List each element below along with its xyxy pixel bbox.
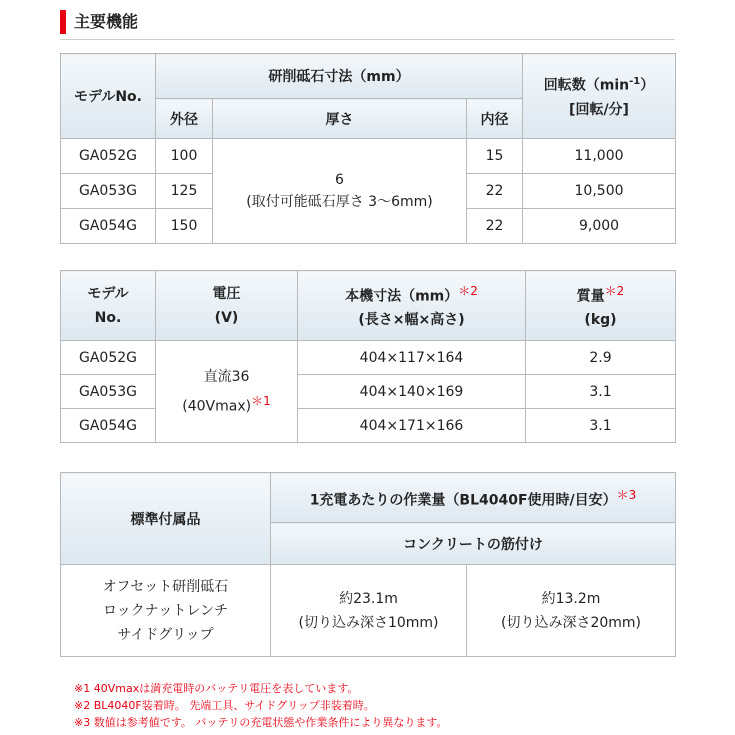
body-spec-table <box>60 270 676 443</box>
rpm-cell: 11,000 <box>523 139 676 174</box>
header-model: モデルNo. <box>61 54 156 139</box>
inner-cell: 22 <box>467 209 523 244</box>
section-header <box>60 6 675 40</box>
model-cell: GA052G <box>61 341 156 375</box>
rpm-cell: 9,000 <box>523 209 676 244</box>
header-accessories: 標準付属品 <box>61 473 271 565</box>
list-item: ロックナットレンチ <box>102 602 229 619</box>
table-row <box>61 341 676 375</box>
header-inner-diameter: 内径 <box>467 99 523 139</box>
work-20mm-cell: 約13.2m (切り込み深さ20mm) <box>467 565 676 657</box>
work-10mm-cell: 約23.1m (切り込み深さ10mm) <box>271 565 467 657</box>
header-thickness: 厚さ <box>213 99 467 139</box>
header-rpm: 回転数$(\min^{-1})$ [回転/分] <box>523 54 676 139</box>
weight-cell: 2.9 <box>526 341 676 375</box>
thickness-cell: 6 (取付可能砥石厚さ 3～6mm) <box>213 139 467 244</box>
dimensions-cell: 404×117×164 <box>298 341 526 375</box>
header-work-per-charge: 1充電あたりの作業量（BL4040F使用時/目安）＊3 <box>271 473 676 523</box>
table-row <box>61 409 676 443</box>
weight-cell: 3.1 <box>526 375 676 409</box>
outer-cell: 100 <box>156 139 213 174</box>
rpm-cell: 10,500 <box>523 174 676 209</box>
footnote-3: ※3 数値は参考値です。 バッテリの充電状態や作業条件により異なります。 <box>74 716 448 729</box>
header-dimensions: 本機寸法（mm）＊2 (長さ×幅×高さ) <box>298 271 526 341</box>
header-outer-diameter: 外径 <box>156 99 213 139</box>
header-model: モデル No. <box>61 271 156 341</box>
list-item: オフセット研削砥石 <box>102 578 229 595</box>
model-cell: GA054G <box>61 209 156 244</box>
footnote-2: ※2 BL4040F装着時。 先端工具、サイドグリップ非装着時。 <box>74 699 375 712</box>
section-accent-bar <box>60 10 66 34</box>
accessory-list-cell <box>61 565 271 657</box>
inner-cell: 15 <box>467 139 523 174</box>
footnote-1: ※1 40Vmaxは満充電時のバッテリ電圧を表しています。 <box>74 682 359 695</box>
footnotes <box>74 680 447 731</box>
header-disc-size: 研削砥石寸法（mm） <box>156 54 523 99</box>
model-cell: GA053G <box>61 375 156 409</box>
inner-cell: 22 <box>467 174 523 209</box>
table-row <box>61 139 676 174</box>
header-voltage: 電圧 (V) <box>156 271 298 341</box>
disc-spec-table <box>60 53 676 244</box>
outer-cell: 125 <box>156 174 213 209</box>
dimensions-cell: 404×171×166 <box>298 409 526 443</box>
weight-cell: 3.1 <box>526 409 676 443</box>
model-cell: GA053G <box>61 174 156 209</box>
model-cell: GA052G <box>61 139 156 174</box>
accessory-work-table <box>60 472 676 657</box>
dimensions-cell: 404×140×169 <box>298 375 526 409</box>
header-concrete-grooving: コンクリートの筋付け <box>271 523 676 565</box>
voltage-cell: 直流36 (40Vmax)＊1 <box>156 341 298 443</box>
outer-cell: 150 <box>156 209 213 244</box>
header-weight: 質量＊2 (kg) <box>526 271 676 341</box>
section-title: 主要機能 <box>74 12 139 31</box>
table-row <box>61 375 676 409</box>
model-cell: GA054G <box>61 409 156 443</box>
list-item: サイドグリップ <box>117 626 214 643</box>
